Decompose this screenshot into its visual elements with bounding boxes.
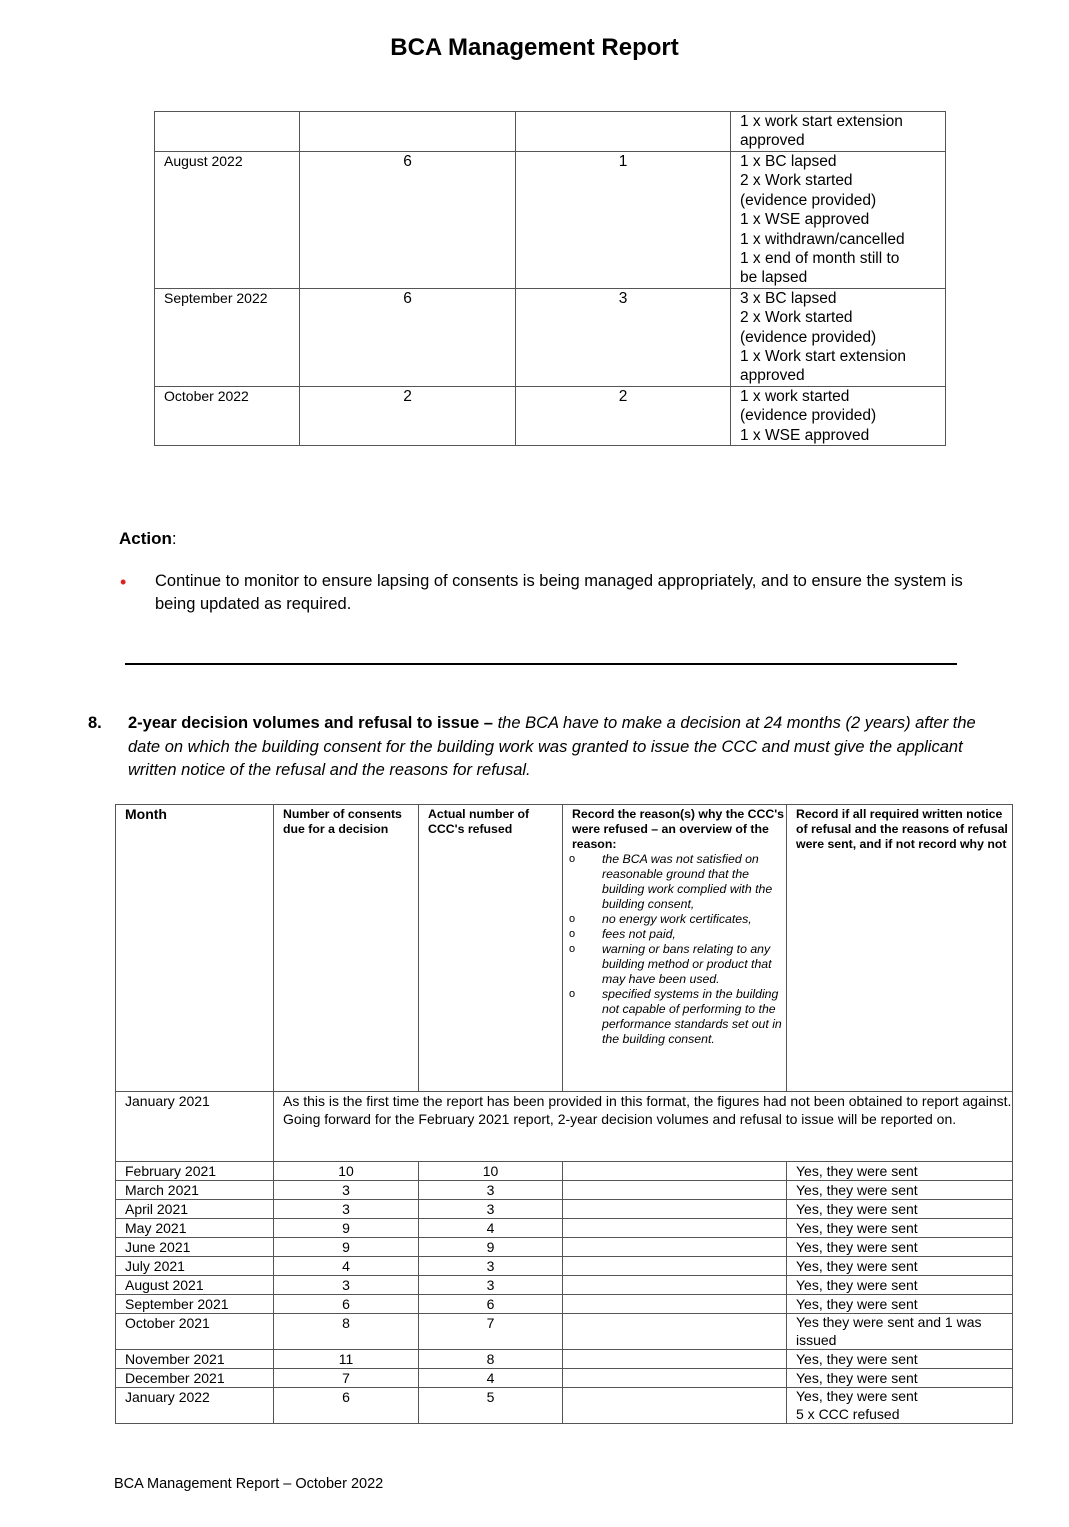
outcome-cell: 1 x work started (evidence provided) 1 x WSE approved: [731, 386, 946, 445]
month-cell: February 2021: [116, 1162, 274, 1181]
value-cell: 3: [516, 288, 731, 386]
refused-cell: 8: [419, 1350, 563, 1369]
column-header-due: Number of consents due for a decision: [274, 805, 419, 1092]
reason-item-text: no energy work certificates,: [602, 912, 752, 926]
due-cell: 3: [274, 1181, 419, 1200]
table-row: [116, 1369, 1013, 1388]
table-row: [155, 386, 946, 445]
table-row: [155, 152, 946, 289]
notice-cell: Yes, they were sent: [787, 1238, 1013, 1257]
notice-cell: Yes, they were sent: [787, 1295, 1013, 1314]
table-row: [116, 1181, 1013, 1200]
value-cell: 2: [300, 386, 516, 445]
refused-cell: 9: [419, 1238, 563, 1257]
table-row: [116, 1219, 1013, 1238]
action-bullet-text: Continue to monitor to ensure lapsing of consents is being managed appropriately, and to ensure the system is being updated as required.: [155, 572, 963, 613]
bullet-icon: •: [120, 572, 127, 592]
table-header-row: [116, 805, 1013, 1092]
table-row: [116, 1092, 1013, 1162]
reasons-header-text: Record the reason(s) why the CCC's were refused – an overview of the reason:: [572, 807, 785, 851]
section-title: 2-year decision volumes and refusal to issue –: [128, 714, 493, 732]
reason-cell: [563, 1314, 787, 1350]
table-row: [116, 1295, 1013, 1314]
reason-item-text: the BCA was not satisfied on reasonable ground that the building work complied with the building consent,: [602, 852, 773, 911]
section-number: 8.: [88, 714, 102, 732]
month-cell: January 2022: [116, 1388, 274, 1424]
action-colon: :: [171, 529, 177, 548]
due-cell: 10: [274, 1162, 419, 1181]
table-row: [116, 1162, 1013, 1181]
month-cell: April 2021: [116, 1200, 274, 1219]
reason-item: [569, 912, 786, 927]
refused-cell: 4: [419, 1369, 563, 1388]
refused-cell: 3: [419, 1276, 563, 1295]
refused-cell: 5: [419, 1388, 563, 1424]
page-title: BCA Management Report: [390, 34, 679, 61]
due-cell: 6: [274, 1295, 419, 1314]
value-cell: 2: [516, 386, 731, 445]
month-cell: August 2022: [155, 152, 300, 289]
due-cell: 6: [274, 1388, 419, 1424]
month-cell: October 2021: [116, 1314, 274, 1350]
column-header-month: Month: [116, 805, 274, 1092]
table-row: [116, 1350, 1013, 1369]
circle-bullet-icon: o: [569, 853, 576, 865]
month-cell: January 2021: [116, 1092, 274, 1162]
column-header-reasons: [563, 805, 787, 1092]
notice-cell: Yes, they were sent: [787, 1257, 1013, 1276]
reason-cell: [563, 1276, 787, 1295]
due-cell: 8: [274, 1314, 419, 1350]
notice-cell: Yes, they were sent: [787, 1219, 1013, 1238]
due-cell: 9: [274, 1238, 419, 1257]
section-description: the BCA have to make a decision at 24 months (2 years) after the date on which the building consent for the building work was granted to issue the CCC and must give the applicant written notice of the refusal and the reasons for refusal.: [128, 714, 976, 779]
divider: [125, 663, 957, 665]
month-cell: November 2021: [116, 1350, 274, 1369]
month-cell: March 2021: [116, 1181, 274, 1200]
reason-item: [569, 852, 786, 912]
column-header-refused: Actual number of CCC's refused: [419, 805, 563, 1092]
due-cell: 3: [274, 1200, 419, 1219]
refused-cell: 3: [419, 1257, 563, 1276]
note-cell: As this is the first time the report has been provided in this format, the figures had not been obtained to report against. Going forward for the February 2021 report, 2-year decision volumes and refusal to issue will be reported on.: [274, 1092, 1013, 1162]
reason-item-text: specified systems in the building not capable of performing to the performance standards set out in the building consent.: [602, 987, 782, 1046]
notice-cell: Yes, they were sent: [787, 1369, 1013, 1388]
value-cell: 6: [300, 288, 516, 386]
notice-cell: Yes they were sent and 1 was issued: [787, 1314, 1013, 1350]
reason-cell: [563, 1388, 787, 1424]
month-cell: August 2021: [116, 1276, 274, 1295]
month-cell: July 2021: [116, 1257, 274, 1276]
refused-cell: 3: [419, 1181, 563, 1200]
refused-cell: 10: [419, 1162, 563, 1181]
table-row: [116, 1276, 1013, 1295]
table-row: [116, 1388, 1013, 1424]
reason-cell: [563, 1219, 787, 1238]
month-cell: June 2021: [116, 1238, 274, 1257]
outcome-cell: 1 x work start extension approved: [731, 112, 946, 152]
table-row: [116, 1200, 1013, 1219]
month-cell: December 2021: [116, 1369, 274, 1388]
notice-cell: Yes, they were sent: [787, 1181, 1013, 1200]
due-cell: 9: [274, 1219, 419, 1238]
table-row: [155, 112, 946, 152]
due-cell: 11: [274, 1350, 419, 1369]
circle-bullet-icon: o: [569, 943, 576, 955]
reason-cell: [563, 1369, 787, 1388]
due-cell: 4: [274, 1257, 419, 1276]
refused-cell: 7: [419, 1314, 563, 1350]
lapse-table: [154, 111, 946, 446]
action-heading-label: Action: [119, 529, 172, 548]
reason-cell: [563, 1162, 787, 1181]
reasons-list: [569, 852, 786, 1047]
table-row: [116, 1314, 1013, 1350]
page-footer: BCA Management Report – October 2022: [114, 1476, 384, 1492]
refused-cell: 3: [419, 1200, 563, 1219]
notice-cell: Yes, they were sent: [787, 1200, 1013, 1219]
notice-cell: Yes, they were sent: [787, 1162, 1013, 1181]
due-cell: 3: [274, 1276, 419, 1295]
reason-item-text: fees not paid,: [602, 927, 676, 941]
month-cell: May 2021: [116, 1219, 274, 1238]
refused-cell: 6: [419, 1295, 563, 1314]
notice-cell: Yes, they were sent: [787, 1350, 1013, 1369]
action-heading: [119, 529, 177, 549]
month-cell: September 2021: [116, 1295, 274, 1314]
outcome-cell: 1 x BC lapsed 2 x Work started (evidence provided) 1 x WSE approved 1 x withdrawn/cancelled 1 x end of month still to be lapsed: [731, 152, 946, 289]
reason-cell: [563, 1257, 787, 1276]
reason-item: [569, 987, 786, 1047]
value-cell: [300, 112, 516, 152]
reason-cell: [563, 1350, 787, 1369]
reason-cell: [563, 1181, 787, 1200]
circle-bullet-icon: o: [569, 928, 576, 940]
notice-cell: Yes, they were sent 5 x CCC refused: [787, 1388, 1013, 1424]
month-cell: October 2022: [155, 386, 300, 445]
month-cell: September 2022: [155, 288, 300, 386]
reason-cell: [563, 1238, 787, 1257]
table-row: [116, 1257, 1013, 1276]
value-cell: 1: [516, 152, 731, 289]
refused-cell: 4: [419, 1219, 563, 1238]
table-row: [155, 288, 946, 386]
reason-cell: [563, 1200, 787, 1219]
reason-item: [569, 927, 786, 942]
due-cell: 7: [274, 1369, 419, 1388]
circle-bullet-icon: o: [569, 913, 576, 925]
outcome-cell: 3 x BC lapsed 2 x Work started (evidence provided) 1 x Work start extension approved: [731, 288, 946, 386]
table-row: [116, 1238, 1013, 1257]
section-heading: [128, 712, 978, 783]
decision-table: [115, 804, 1013, 1424]
reason-item: [569, 942, 786, 987]
value-cell: [516, 112, 731, 152]
column-header-notice: Record if all required written notice of refusal and the reasons of refusal were sent, and if not record why not: [787, 805, 1013, 1092]
reason-item-text: warning or bans relating to any building method or product that may have been used.: [602, 942, 772, 986]
notice-cell: Yes, they were sent: [787, 1276, 1013, 1295]
value-cell: 6: [300, 152, 516, 289]
circle-bullet-icon: o: [569, 988, 576, 1000]
reason-cell: [563, 1295, 787, 1314]
month-cell: [155, 112, 300, 152]
